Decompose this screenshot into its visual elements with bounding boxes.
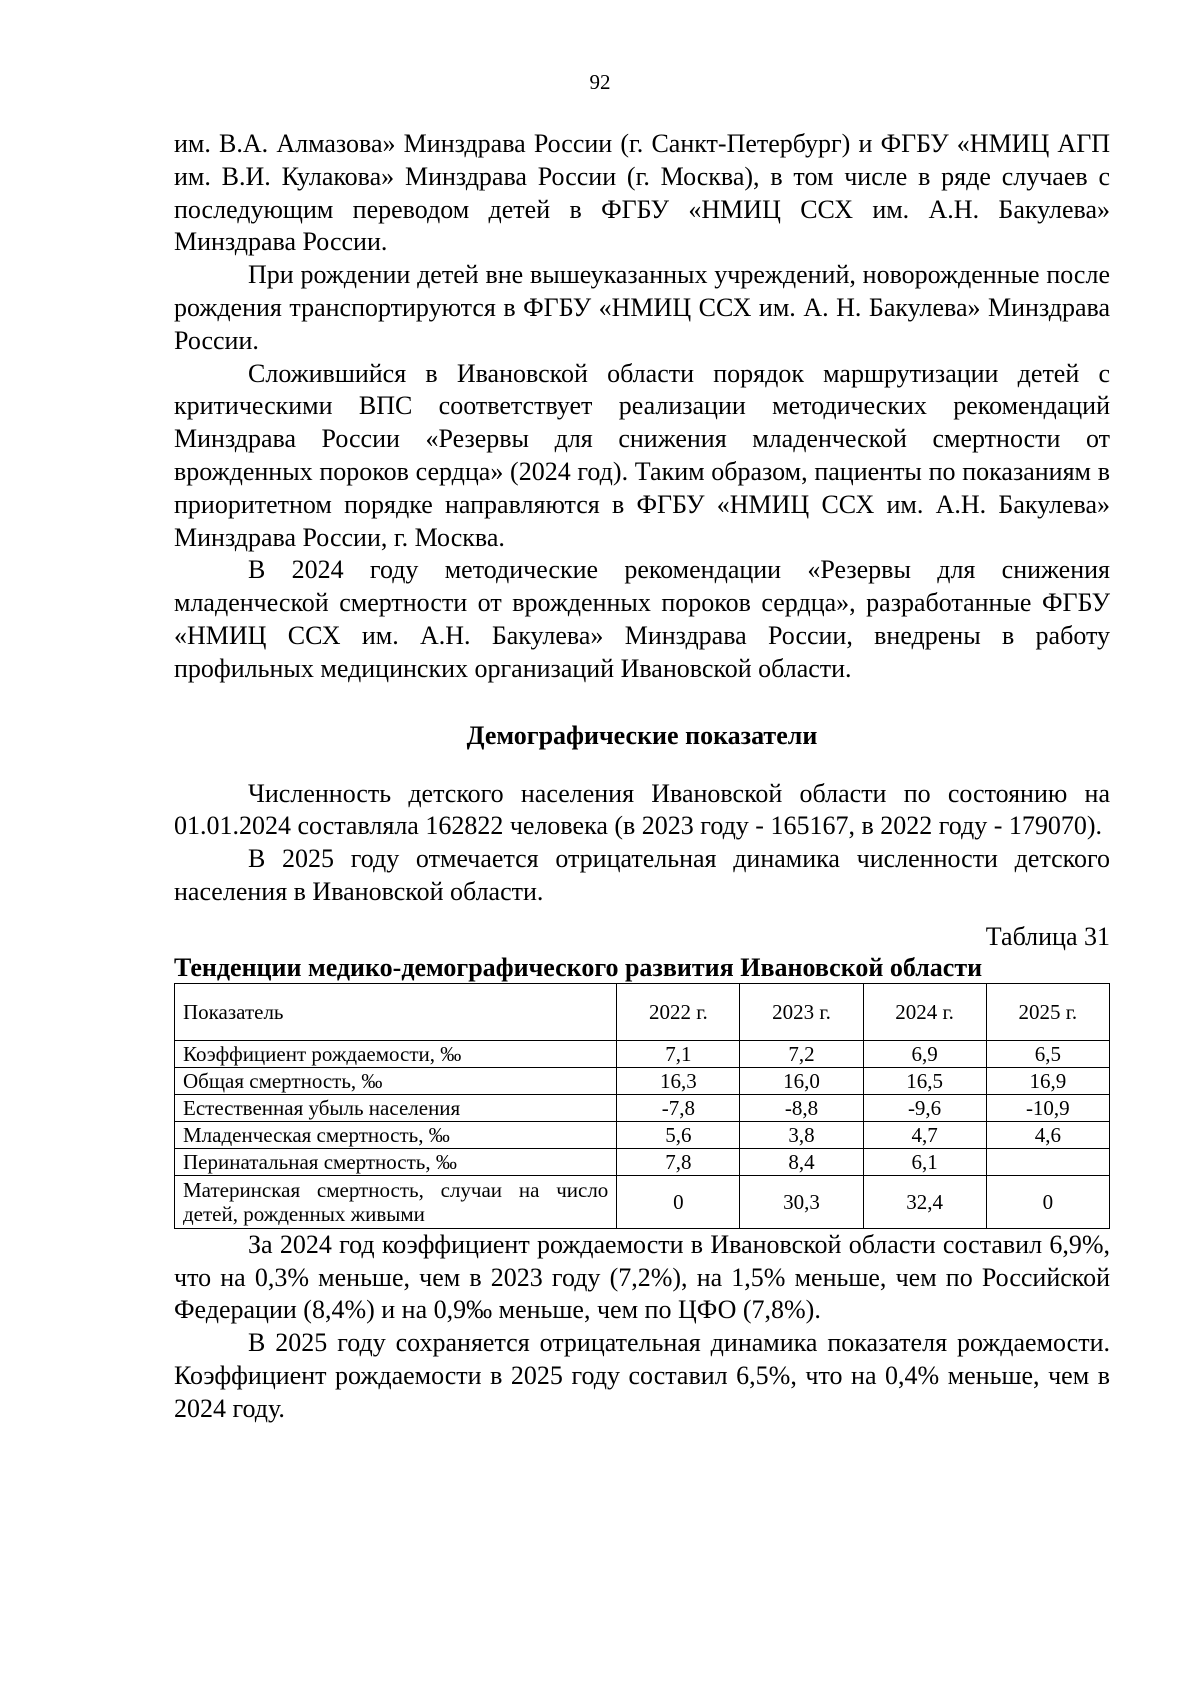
table-title: Тенденции медико-демографического развития Ивановской области (174, 952, 983, 982)
table-header-cell: 2024 г. (863, 983, 986, 1040)
table-cell: 6,5 (986, 1040, 1109, 1067)
table-cell: Материнская смертность, случаи на число детей, рожденных живыми (175, 1175, 617, 1228)
table-row (175, 1148, 1110, 1175)
paragraph: В 2025 году отмечается отрицательная динамика численности детского населения в Ивановской области. (174, 844, 1110, 906)
table-cell: 32,4 (863, 1175, 986, 1228)
table-cell: 16,5 (863, 1067, 986, 1094)
table-cell: Общая смертность, ‰ (175, 1067, 617, 1094)
table-row (175, 1175, 1110, 1228)
table-cell: 8,4 (740, 1148, 863, 1175)
table-cell: -7,8 (617, 1094, 740, 1121)
table-row (175, 1121, 1110, 1148)
table-header-cell: 2023 г. (740, 983, 863, 1040)
table-cell: 3,8 (740, 1121, 863, 1148)
table-cell: 16,0 (740, 1067, 863, 1094)
table-cell: Перинатальная смертность, ‰ (175, 1148, 617, 1175)
table-cell: 6,1 (863, 1148, 986, 1175)
table-row (175, 1040, 1110, 1067)
table-header-cell: Показатель (175, 983, 617, 1040)
table-cell: -10,9 (986, 1094, 1109, 1121)
paragraph: За 2024 год коэффициент рождаемости в Ивановской области составил 6,9%, что на 0,3% меньше, чем в 2023 году (7,2%), на 1,5% меньше, чем по Российской Федерации (8,4%) и на 0,9‰ меньше, чем по ЦФО (7,8%). (174, 1229, 1110, 1325)
table-cell: 7,1 (617, 1040, 740, 1067)
paragraph: Численность детского населения Ивановской области по состоянию на 01.01.2024 составляла 162822 человека (в 2023 году - 165167, в 2022 году - 179070). (174, 778, 1110, 841)
table-cell: 6,9 (863, 1040, 986, 1067)
table-cell: 16,3 (617, 1067, 740, 1094)
paragraph: При рождении детей вне вышеуказанных учреждений, новорожденные после рождения транспортируются в ФГБУ «НМИЦ ССХ им. А. Н. Бакулева» Минздрава России. (174, 260, 1110, 355)
table-cell: Естественная убыль населения (175, 1094, 617, 1121)
table-row (175, 1067, 1110, 1094)
table-row (175, 1094, 1110, 1121)
demographics-table (174, 983, 1110, 1229)
paragraph: Сложившийся в Ивановской области порядок маршрутизации детей с критическими ВПС соответствует реализации методических рекомендаций Минздрава России «Резервы для снижения младенческой смертности от врожденных пороков сердца» (2024 год). Таким образом, пациенты по показаниям в приоритетном порядке направляются в ФГБУ «НМИЦ ССХ им. А.Н. Бакулева» Минздрава России, г. Москва. (174, 358, 1110, 552)
table-cell: -8,8 (740, 1094, 863, 1121)
table-header-row (175, 983, 1110, 1040)
table-header-cell: 2022 г. (617, 983, 740, 1040)
section-heading: Демографические показатели (466, 720, 818, 750)
table-cell (986, 1148, 1109, 1175)
table-cell: 4,6 (986, 1121, 1109, 1148)
table-cell: 4,7 (863, 1121, 986, 1148)
table-cell: 5,6 (617, 1121, 740, 1148)
page-number: 92 (589, 70, 611, 94)
table-cell: 7,2 (740, 1040, 863, 1067)
document-body (174, 128, 1110, 1426)
table-cell: 0 (986, 1175, 1109, 1228)
paragraph: В 2025 году сохраняется отрицательная динамика показателя рождаемости. Коэффициент рождаемости в 2025 году составил 6,5%, что на 0,4% меньше, чем в 2024 году. (174, 1328, 1110, 1423)
table-label: Таблица 31 (985, 921, 1110, 951)
table-cell: Коэффициент рождаемости, ‰ (175, 1040, 617, 1067)
table-cell: Младенческая смертность, ‰ (175, 1121, 617, 1148)
table-cell: 7,8 (617, 1148, 740, 1175)
paragraph: В 2024 году методические рекомендации «Резервы для снижения младенческой смертности от врожденных пороков сердца», разработанные ФГБУ «НМИЦ ССХ им. А.Н. Бакулева» Минздрава России, внедрены в работу профильных медицинских организаций Ивановской области. (174, 555, 1110, 683)
table-header-cell: 2025 г. (986, 983, 1109, 1040)
table-cell: -9,6 (863, 1094, 986, 1121)
table-cell: 0 (617, 1175, 740, 1228)
table-cell: 30,3 (740, 1175, 863, 1228)
table-cell: 16,9 (986, 1067, 1109, 1094)
paragraph: им. В.А. Алмазова» Минздрава России (г. Санкт-Петербург) и ФГБУ «НМИЦ АГП им. В.И. Кулакова» Минздрава России (г. Москва), в том числе в ряде случаев с последующим переводом детей в ФГБУ «НМИЦ ССХ им. А.Н. Бакулева» Минздрава России. (174, 129, 1110, 257)
